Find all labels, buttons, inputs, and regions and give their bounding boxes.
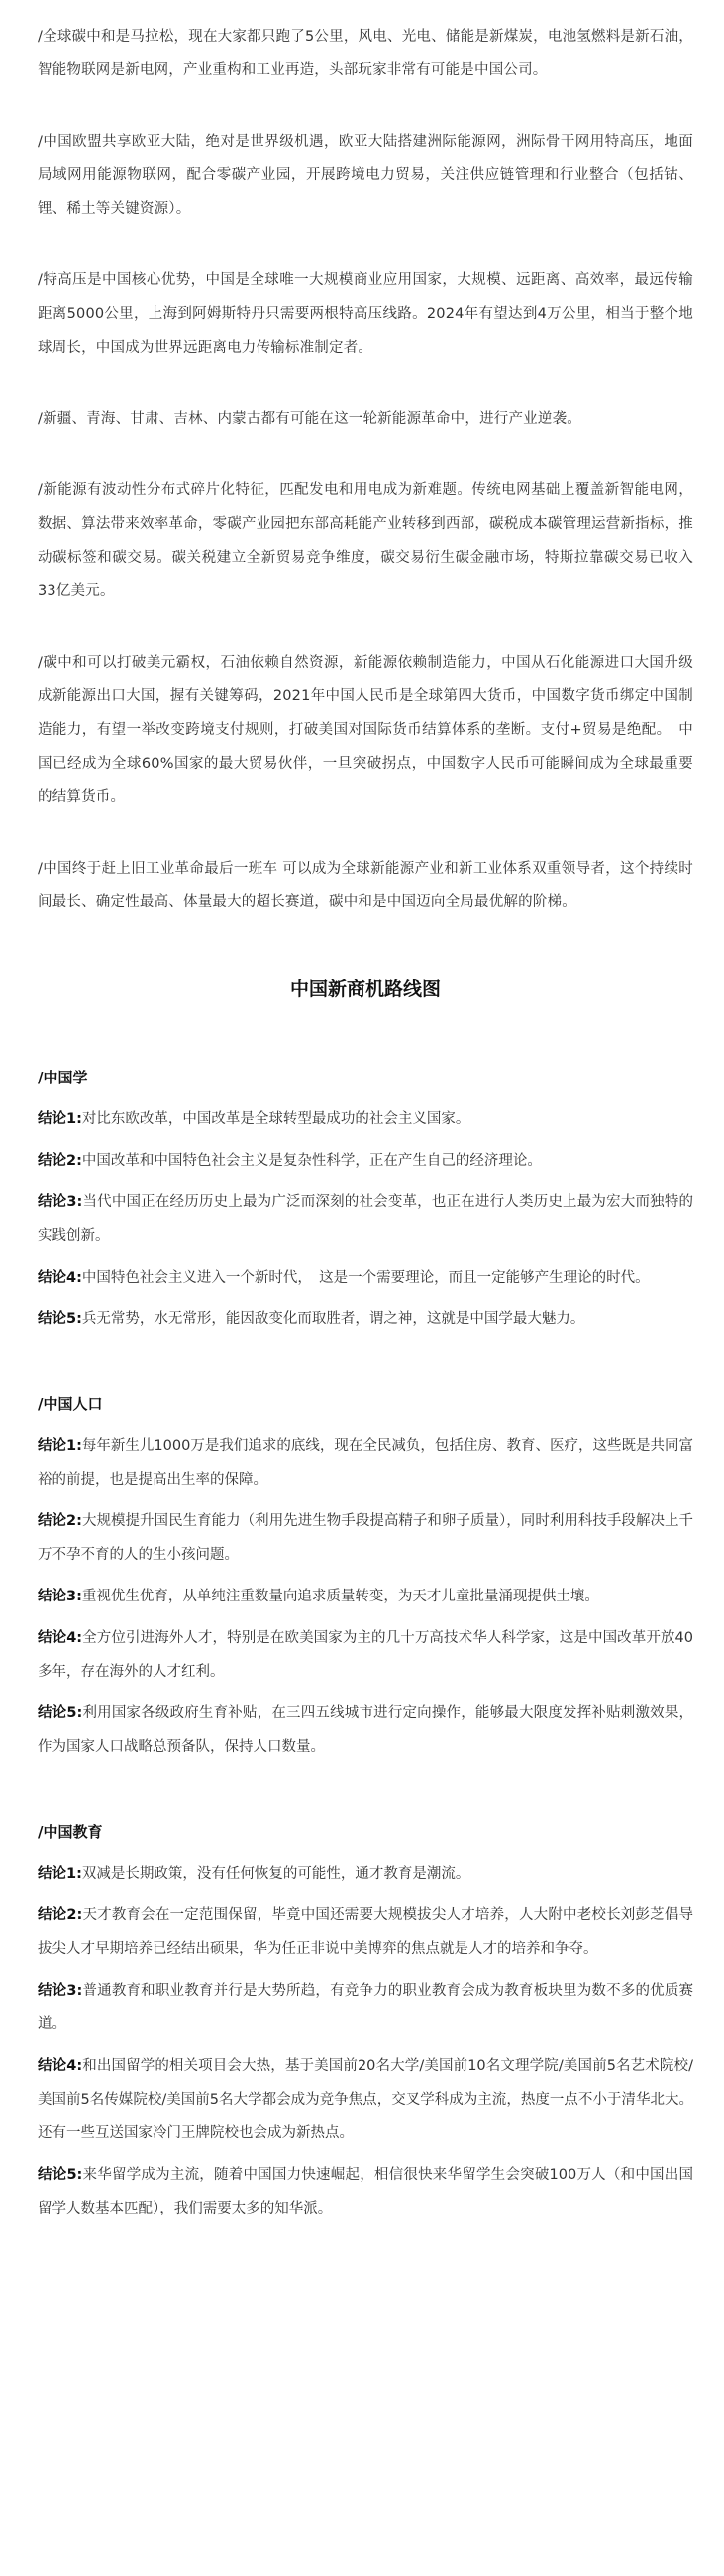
conclusion-text: 每年新生儿1000万是我们追求的底线，现在全民减负，包括住房、教育、医疗，这些既是共同富裕的前提，也是提高出生率的保障。 [38, 1438, 693, 1488]
conclusion-item [38, 1302, 693, 1336]
conclusion-label: 结论2: [38, 1513, 82, 1529]
conclusion-item [38, 1621, 693, 1689]
conclusion-label: 结论1: [38, 1438, 82, 1454]
conclusion-label: 结论3: [38, 1983, 83, 1999]
conclusion-text: 双减是长期政策，没有任何恢复的可能性，通才教育是潮流。 [81, 1866, 470, 1882]
conclusion-label: 结论4: [38, 2058, 83, 2074]
conclusion-label: 结论5: [38, 1705, 83, 1721]
intro-paragraph: /中国欧盟共享欧亚大陆，绝对是世界级机遇，欧亚大陆搭建洲际能源网，洲际骨干网用特高压，地面局域网用能源物联网，配合零碳产业园，开展跨境电力贸易，关注供应链管理和行业整合（包括钴、锂、稀土等关键资源）。 [38, 134, 693, 217]
conclusion-label: 结论4: [38, 1630, 83, 1646]
conclusion-item [38, 1974, 693, 2041]
conclusion-item [38, 1697, 693, 1764]
conclusion-item [38, 1429, 693, 1496]
conclusion-text: 天才教育会在一定范围保留，毕竟中国还需要大规模拔尖人才培养，人大附中老校长刘彭芝倡导拔尖人才早期培养已经结出硕果，华为任正非说中美博弈的焦点就是人才的培养和争夺。 [38, 1907, 694, 1957]
conclusion-item [38, 1504, 693, 1572]
conclusion-label: 结论1: [38, 1866, 82, 1882]
conclusion-label: 结论1: [38, 1111, 82, 1127]
conclusion-text: 利用国家各级政府生育补贴，在三四五线城市进行定向操作，能够最大限度发挥补贴刺激效果，作为国家人口战略总预备队，保持人口数量。 [38, 1705, 694, 1755]
conclusion-label: 结论2: [38, 1907, 83, 1923]
intro-paragraph: /特高压是中国核心优势，中国是全球唯一大规模商业应用国家，大规模、远距离、高效率，最远传输距离5000公里，上海到阿姆斯特丹只需要两根特高压线路。2024年有望达到4万公里，相当于整个地球周长，中国成为世界远距离电力传输标准制定者。 [38, 272, 693, 356]
section-china-population [38, 1388, 693, 1764]
conclusion-text: 来华留学成为主流，随着中国国力快速崛起，相信很快来华留学生会突破100万人（和中国出国留学人数基本匹配），我们需要太多的知华派。 [38, 2167, 693, 2216]
conclusion-text: 普通教育和职业教育并行是大势所趋，有竞争力的职业教育会成为教育板块里为数不多的优质赛道。 [38, 1983, 694, 2032]
section-heading: /中国人口 [38, 1395, 103, 1413]
conclusion-label: 结论2: [38, 1153, 82, 1169]
conclusion-item [38, 1102, 693, 1136]
section-heading: /中国教育 [38, 1823, 103, 1841]
conclusion-label: 结论5: [38, 2167, 83, 2183]
conclusion-item [38, 2049, 693, 2150]
roadmap-title: 中国新商机路线图 [289, 979, 441, 1000]
intro-paragraph: /全球碳中和是马拉松，现在大家都只跑了5公里，风电、光电、储能是新煤炭，电池氢燃料是新石油，智能物联网是新电网，产业重构和工业再造，头部玩家非常有可能是中国公司。 [38, 29, 693, 78]
intro-paragraph: /碳中和可以打破美元霸权，石油依赖自然资源，新能源依赖制造能力，中国从石化能源进口大国升级成新能源出口大国，握有关键筹码，2021年中国人民币是全球第四大货币，中国数字货币绑定中国制造能力，有望一举改变跨境支付规则，打破美国对国际货币结算体系的垄断。支付+贸易是绝配。 中国已经成为全球60%国家的最大贸易伙伴，一旦突破拐点，中国数字人民币可能瞬间成为全球最重要的结算货币。 [38, 655, 693, 805]
section-china-education [38, 1815, 693, 2225]
conclusion-label: 结论4: [38, 1270, 82, 1286]
conclusion-item [38, 2158, 693, 2225]
conclusion-text: 大规模提升国民生育能力（利用先进生物手段提高精子和卵子质量），同时利用科技手段解决上千万不孕不育的人的生小孩问题。 [38, 1513, 694, 1563]
intro-section [38, 20, 693, 919]
conclusion-item [38, 1144, 693, 1178]
conclusion-item [38, 1261, 693, 1294]
conclusion-text: 和出国留学的相关项目会大热，基于美国前20名大学/美国前10名文理学院/美国前5名艺术院校/美国前5名传媒院校/美国前5名大学都会成为竞争焦点，交叉学科成为主流，热度一点不小于清华北大。还有一些互送国家冷门王牌院校也会成为新热点。 [38, 2058, 694, 2141]
intro-paragraph: /中国终于赶上旧工业革命最后一班车 可以成为全球新能源产业和新工业体系双重领导者，这个持续时间最长、确定性最高、体量最大的超长赛道，碳中和是中国迈向全局最优解的阶梯。 [38, 861, 693, 910]
section-heading: /中国学 [38, 1069, 88, 1086]
conclusion-text: 中国特色社会主义进入一个新时代， 这是一个需要理论，而且一定能够产生理论的时代。 [81, 1270, 650, 1286]
conclusion-text: 中国改革和中国特色社会主义是复杂性科学，正在产生自己的经济理论。 [81, 1153, 542, 1169]
conclusion-item [38, 1185, 693, 1253]
conclusion-text: 兵无常势，水无常形，能因敌变化而取胜者，谓之神，这就是中国学最大魅力。 [81, 1311, 585, 1327]
conclusion-label: 结论5: [38, 1311, 82, 1327]
conclusion-item [38, 1857, 693, 1891]
conclusion-label: 结论3: [38, 1194, 83, 1210]
conclusion-label: 结论3: [38, 1589, 82, 1604]
intro-paragraph: /新疆、青海、甘肃、吉林、内蒙古都有可能在这一轮新能源革命中，进行产业逆袭。 [38, 411, 581, 427]
conclusion-text: 全方位引进海外人才，特别是在欧美国家为主的几十万高技术华人科学家，这是中国改革开放40多年，存在海外的人才红利。 [38, 1630, 693, 1680]
conclusion-text: 当代中国正在经历历史上最为广泛而深刻的社会变革，也正在进行人类历史上最为宏大而独特的实践创新。 [38, 1194, 694, 1244]
conclusion-item [38, 1899, 693, 1966]
conclusion-text: 重视优生优育，从单纯注重数量向追求质量转变，为天才儿童批量涌现提供土壤。 [81, 1589, 599, 1604]
conclusion-text: 对比东欧改革，中国改革是全球转型最成功的社会主义国家。 [81, 1111, 470, 1127]
section-china-studies [38, 1061, 693, 1336]
conclusion-item [38, 1580, 693, 1613]
intro-paragraph: /新能源有波动性分布式碎片化特征，匹配发电和用电成为新难题。传统电网基础上覆盖新智能电网，数据、算法带来效率革命，零碳产业园把东部高耗能产业转移到西部，碳税成本碳管理运营新指标，推动碳标签和碳交易。碳关税建立全新贸易竞争维度，碳交易衍生碳金融市场，特斯拉靠碳交易已收入33亿美元。 [38, 482, 693, 599]
